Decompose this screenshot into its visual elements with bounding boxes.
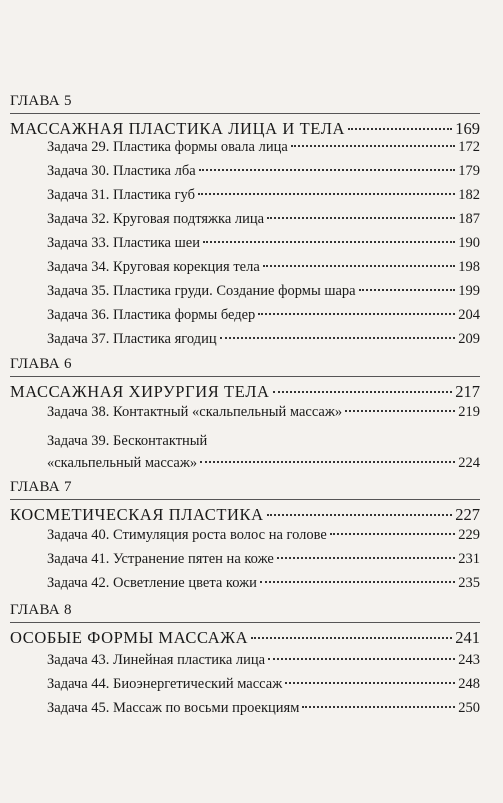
toc-entry[interactable] xyxy=(47,135,480,159)
entry-title: Задача 43. Линейная пластика лица xyxy=(47,652,266,668)
page-number: 227 xyxy=(455,505,480,524)
chapter-7 xyxy=(10,478,480,526)
toc-entry[interactable] xyxy=(47,696,480,720)
dot-leader xyxy=(330,533,455,535)
entry-title: Задача 38. Контактный «скальпельный массаж» xyxy=(47,404,343,420)
dot-leader xyxy=(359,289,456,291)
page-number: 182 xyxy=(458,187,480,203)
page-number: 190 xyxy=(458,235,480,251)
dot-leader xyxy=(273,391,453,393)
page-number: 219 xyxy=(458,404,480,420)
chapter-divider xyxy=(10,113,480,114)
dot-leader xyxy=(258,313,455,315)
page-number: 229 xyxy=(458,527,480,543)
entry-title: Задача 31. Пластика губ xyxy=(47,187,195,203)
chapter-8 xyxy=(10,601,480,649)
page-number: 250 xyxy=(458,700,480,716)
page-number: 179 xyxy=(458,163,480,179)
entry-title: Задача 34. Круговая корекция тела xyxy=(47,259,260,275)
entry-title: Задача 40. Стимуляция роста волос на голове xyxy=(47,527,327,543)
toc-entry[interactable] xyxy=(47,571,480,595)
dot-leader xyxy=(302,706,455,708)
toc-entry[interactable] xyxy=(47,207,480,231)
chapter-divider xyxy=(10,622,480,623)
chapter-6-tasks xyxy=(47,400,480,474)
entry-title: Задача 45. Массаж по восьми проекциям xyxy=(47,700,300,716)
chapter-label: ГЛАВА 7 xyxy=(10,479,72,495)
dot-leader xyxy=(220,337,456,339)
page-number: 231 xyxy=(458,551,480,567)
dot-leader xyxy=(251,637,452,639)
chapter-label: ГЛАВА 8 xyxy=(10,602,72,618)
dot-leader xyxy=(200,461,455,463)
chapter-8-tasks xyxy=(47,648,480,720)
dot-leader xyxy=(277,557,455,559)
entry-title: Задача 44. Биоэнергетический массаж xyxy=(47,676,283,692)
entry-title: Задача 29. Пластика формы овала лица xyxy=(47,139,288,155)
chapter-title: КОСМЕТИЧЕСКАЯ ПЛАСТИКА xyxy=(10,505,264,524)
toc-entry[interactable] xyxy=(47,279,480,303)
toc-entry[interactable] xyxy=(47,430,480,474)
toc-entry[interactable] xyxy=(47,303,480,327)
chapter-title: МАССАЖНАЯ ПЛАСТИКА ЛИЦА И ТЕЛА xyxy=(10,119,346,138)
dot-leader xyxy=(198,193,455,195)
toc-entry[interactable] xyxy=(47,400,480,424)
toc-entry[interactable] xyxy=(47,183,480,207)
page-number: 248 xyxy=(458,676,480,692)
toc-entry[interactable] xyxy=(47,672,480,696)
dot-leader xyxy=(348,128,452,130)
chapter-title-line[interactable] xyxy=(10,627,480,649)
page-number: 217 xyxy=(455,382,480,401)
chapter-title: МАССАЖНАЯ ХИРУРГИЯ ТЕЛА xyxy=(10,382,270,401)
entry-title: Задача 37. Пластика ягодиц xyxy=(47,331,217,347)
entry-title: Задача 32. Круговая подтяжка лица xyxy=(47,211,265,227)
entry-title: Задача 33. Пластика шеи xyxy=(47,235,200,251)
toc-entry[interactable] xyxy=(47,159,480,183)
dot-leader xyxy=(268,658,455,660)
dot-leader xyxy=(291,145,455,147)
page-number: 199 xyxy=(458,283,480,299)
page-number: 235 xyxy=(458,575,480,591)
page-number: 187 xyxy=(458,211,480,227)
chapter-label: ГЛАВА 6 xyxy=(10,356,72,372)
toc-entry[interactable] xyxy=(47,327,480,351)
page-number: 198 xyxy=(458,259,480,275)
chapter-5-tasks xyxy=(47,135,480,351)
chapter-divider xyxy=(10,376,480,377)
dot-leader xyxy=(345,410,455,412)
page-number: 204 xyxy=(458,307,480,323)
chapter-7-tasks xyxy=(47,523,480,595)
toc-entry[interactable] xyxy=(47,255,480,279)
dot-leader xyxy=(263,265,455,267)
entry-title: Задача 36. Пластика формы бедер xyxy=(47,307,256,323)
entry-title-line2: «скальпельный массаж» xyxy=(47,455,198,471)
entry-title: Задача 30. Пластика лба xyxy=(47,163,196,179)
page-number: 169 xyxy=(455,119,480,138)
entry-title: Задача 42. Осветление цвета кожи xyxy=(47,575,257,591)
page-number: 224 xyxy=(458,455,480,471)
entry-title: Задача 41. Устранение пятен на коже xyxy=(47,551,274,567)
entry-title-line1: Задача 39. Бесконтактный xyxy=(47,433,208,449)
chapter-6 xyxy=(10,355,480,403)
chapter-title: ОСОБЫЕ ФОРМЫ МАССАЖА xyxy=(10,628,249,647)
page-number: 241 xyxy=(455,628,480,647)
entry-title: Задача 35. Пластика груди. Создание формы шара xyxy=(47,283,356,299)
dot-leader xyxy=(203,241,455,243)
toc-entry[interactable] xyxy=(47,523,480,547)
toc-entry[interactable] xyxy=(47,648,480,672)
chapter-divider xyxy=(10,499,480,500)
chapter-5 xyxy=(10,92,480,140)
page-number: 172 xyxy=(458,139,480,155)
page-number: 209 xyxy=(458,331,480,347)
toc-entry[interactable] xyxy=(47,547,480,571)
dot-leader xyxy=(267,514,453,516)
dot-leader xyxy=(267,217,455,219)
chapter-label: ГЛАВА 5 xyxy=(10,93,72,109)
dot-leader xyxy=(260,581,455,583)
dot-leader xyxy=(285,682,455,684)
page-number: 243 xyxy=(458,652,480,668)
dot-leader xyxy=(199,169,456,171)
toc-entry[interactable] xyxy=(47,231,480,255)
